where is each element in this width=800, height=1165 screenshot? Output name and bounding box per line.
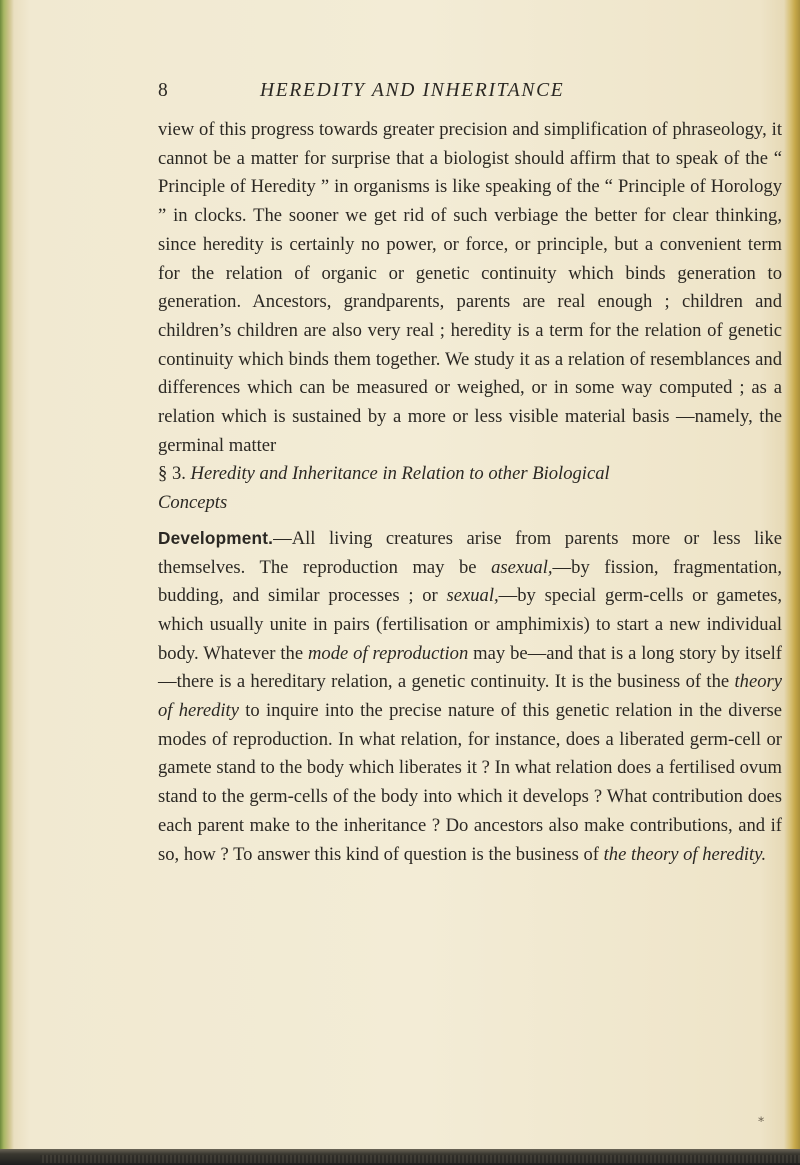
paragraph-2-text-4: may be—and that is a long story by itself—there is a hereditary relation, a genetic continuity. It is the business of the <box>158 642 782 693</box>
paragraph-2 <box>158 524 782 869</box>
running-head: HEREDITY AND INHERITANCE <box>260 80 565 101</box>
paragraph-1 <box>158 116 782 460</box>
paragraph-2-text-2: —by fission, fragmentation, budding, and similar processes ; or <box>158 556 782 607</box>
italic-mode-of-reproduction: mode of reproduction <box>308 642 469 664</box>
body-text <box>158 116 782 869</box>
page-right-edge <box>784 0 800 1165</box>
page-binding-edge <box>0 0 14 1150</box>
run-in-heading: Development. <box>158 527 274 548</box>
bottom-edge-pattern <box>40 1155 800 1163</box>
page-bottom-edge <box>0 1149 800 1165</box>
section-title-line-1: Heredity and Inheritance in Relation to other Biological <box>190 463 610 485</box>
italic-asexual: asexual, <box>491 556 553 578</box>
section-number: § 3. <box>158 463 186 485</box>
italic-theory-of-heredity: theory of heredity <box>158 671 782 722</box>
margin-mark: ∗ <box>757 1112 766 1126</box>
italic-sexual: sexual, <box>446 585 499 607</box>
page-header <box>158 80 758 106</box>
page-number: 8 <box>158 80 168 101</box>
section-title-line-2: Concepts <box>158 492 228 514</box>
paragraph-2-text-5: to inquire into the precise nature of this genetic relation in the diverse modes of reproduction. In what relation, for instance, does a liberated germ-cell or gamete stand to the body which liberates it ? In what relation does a fertilised ovum stand to the germ-cells of the body into which it develops ? What contribution does each parent make to the inheritance ? Do ancestors also make contributions, and if so, how ? To answer this kind of question is the business of <box>158 700 782 865</box>
paragraph-1-text: view of this progress towards greater precision and simplification of phraseology, it cannot be a matter for surprise that a biologist should affirm that to speak of the “ Principle of Heredity ” in organisms is like speaking of the “ Principle of Horology ” in clocks. The sooner we get rid of such verbiage the better for clear thinking, since heredity is certainly no power, or force, or principle, but a convenient term for the relation of organic or genetic continuity which binds generation to generation. Ancestors, grandparents, parents are real enough ; children and children’s children are also very real ; heredity is a term for the relation of genetic continuity which binds them together. We study it as a relation of resemblances and differences which can be measured or weighed, or in some way computed ; as a relation which is sustained by a more or less visible material basis —namely, the germinal matter <box>158 119 782 456</box>
italic-theory-of-heredity-final: the theory of heredity. <box>603 843 767 865</box>
paragraph-2-text-3: —by special germ-cells or gametes, which usually unite in pairs (fertilisation or amphimixis) to start a new individual body. Whatever the <box>158 585 782 664</box>
section-heading <box>158 460 782 517</box>
paragraph-2-text-1: —All living creatures arise from parents more or less like themselves. The reproduction may be <box>158 527 782 578</box>
